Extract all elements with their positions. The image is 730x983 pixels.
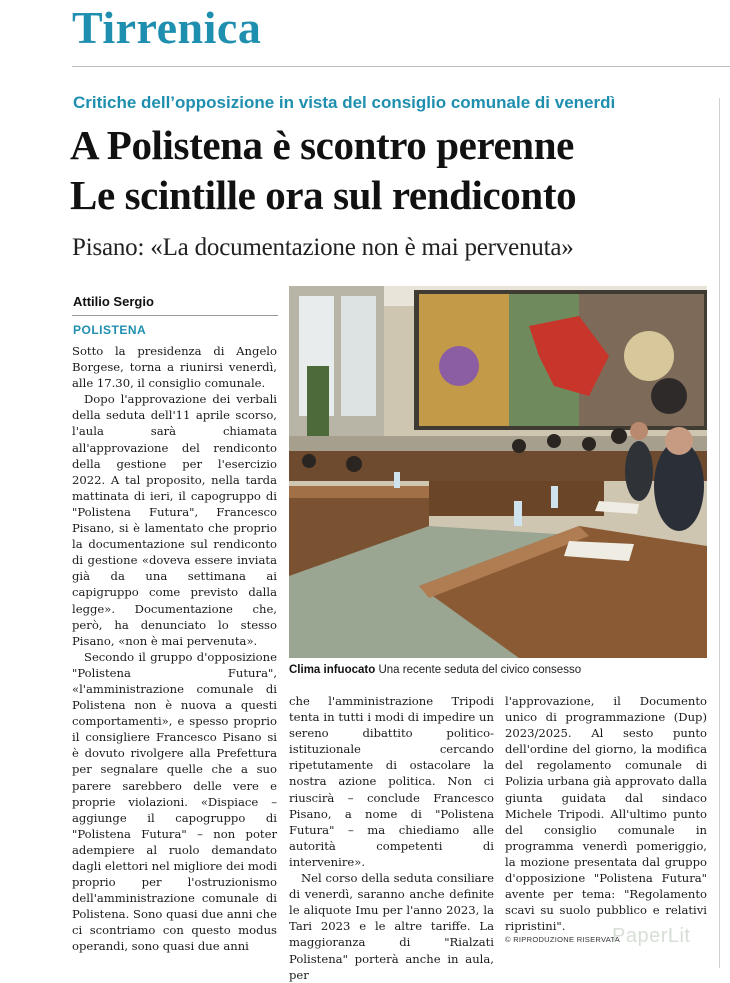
paragraph: Nel corso della seduta consiliare di venerdì, saranno anche definite le aliquote Imu per l'anno 2023, la Tari 2023 e le altre tariffe. La maggioranza di "Rialzati Polistena" porterà anche in aula, per	[289, 871, 494, 982]
kicker: Critiche dell’opposizione in vista del consiglio comunale di venerdì	[73, 93, 616, 112]
article-column-2	[289, 693, 494, 983]
article-column-3	[505, 693, 707, 934]
paragraph: l'approvazione, il Documento unico di programmazione (Dup) 2023/2025. Al sesto punto dell'ordine del giorno, la modifica del regolamento comunale di Polizia urbana già approvato dalla giunta guidata dal sindaco Michele Tripodi. All'ultimo punto del consiglio comunale in programma venerdì pomeriggio, la mozione presentata dal gruppo d'opposizione "Polistena Futura" avente per tema: "Regolamento scavi su suolo pubblico e relativi ripristini".	[505, 694, 707, 934]
paragraph: Sotto la presidenza di Angelo Borgese, torna a riunirsi venerdì, alle 17.30, il consiglio comunale.	[72, 344, 277, 391]
paragraph: Dopo l'approvazione dei verbali della seduta dell'11 aprile scorso, l'aula sarà chiamata all'approvazione del rendiconto della gestione per l'esercizio 2022. A tal proposito, nella tarda mattinata di ieri, il capogruppo di "Polistena Futura", Francesco Pisano, si è lamentato che proprio la documentazione sul rendiconto di gestione «doveva essere inviata già da una settimana ai capigruppo come previsto dalla legge». Documentazione che, però, ha denunciato lo stesso Pisano, «non è mai pervenuta».	[72, 392, 277, 648]
paragraph: che l'amministrazione Tripodi tenta in tutti i modi di impedire un sereno dibattito politico-istituzionale cercando ripetutamente di ostacolare la nostra azione politica. Non ci riuscirà – conclude Francesco Pisano, a nome di "Polistena Futura" – ma chiediamo alle autorità competenti di intervenire».	[289, 694, 494, 869]
headline-line-2: Le scintille ora sul rendiconto	[70, 172, 577, 218]
photo-illustration	[289, 286, 707, 658]
headline-line-1: A Polistena è scontro perenne	[70, 122, 574, 168]
dateline-place: POLISTENA	[73, 323, 147, 337]
headline	[70, 120, 576, 220]
article-column-1	[72, 343, 277, 955]
paragraph: Secondo il gruppo d'opposizione "Polistena Futura", «l'amministrazione comunale di Polistena non è nuova a questi comportamenti», e spesso proprio il consigliere Francesco Pisano si è dovuto rivolgere alla Prefettura per segnalare quelle che a suo parere sarebbero delle vere e proprie violazioni. «Dispiace – aggiunge il capogruppo di "Polistena Futura" – non poter adempiere al ruolo demandato dagli elettori nel migliore dei modi proprio per l'ostruzionismo dell'amministrazione comunale di Polistena. Sono quasi due anni che ci scontriamo con questo modus operandi, sono quasi due anni	[72, 649, 277, 954]
photo-caption	[289, 664, 581, 676]
subheadline: Pisano: «La documentazione non è mai pervenuta»	[72, 234, 574, 261]
masthead-title: Tirrenica	[72, 2, 262, 53]
caption-text: Una recente seduta del civico consesso	[375, 664, 582, 676]
masthead-rule	[72, 66, 730, 67]
council-session-photo	[289, 286, 707, 658]
caption-title: Clima infuocato	[289, 664, 376, 676]
column-divider	[719, 98, 720, 968]
author-byline: Attilio Sergio	[73, 294, 154, 309]
copyright-notice: © RIPRODUZIONE RISERVATA	[505, 935, 621, 944]
paperlit-watermark: PaperLit	[612, 925, 691, 947]
byline-rule	[72, 315, 278, 316]
